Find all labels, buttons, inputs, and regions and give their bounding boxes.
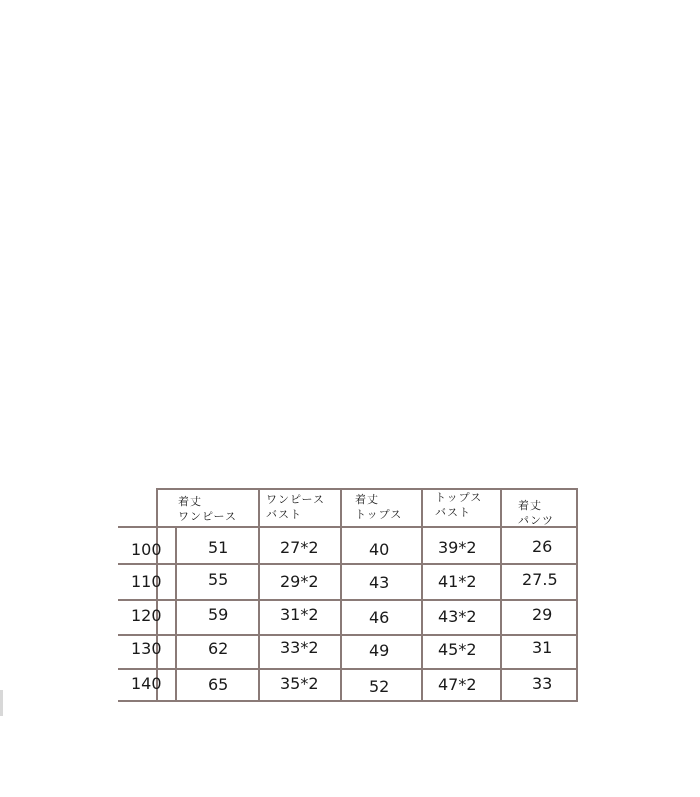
- table-cell: 65: [208, 675, 229, 694]
- table-cell: 52: [369, 677, 390, 696]
- table-cell: 35*2: [280, 674, 319, 693]
- grid-line: [175, 528, 177, 702]
- table-cell: 45*2: [438, 640, 477, 659]
- table-cell: 29*2: [280, 572, 319, 591]
- table-cell: 46: [369, 608, 390, 627]
- size-cell: 110: [131, 572, 162, 591]
- table-cell: 51: [208, 538, 229, 557]
- table-cell: 49: [369, 641, 390, 660]
- table-cell: 31*2: [280, 605, 319, 624]
- table-cell: 43: [369, 573, 390, 592]
- grid-line: [118, 700, 578, 702]
- table-cell: 33*2: [280, 638, 319, 657]
- grid-line: [156, 488, 578, 490]
- left-edge-mark: [0, 690, 3, 716]
- grid-line: [118, 668, 578, 670]
- table-cell: 33: [532, 674, 553, 693]
- table-cell: 62: [208, 639, 229, 658]
- grid-line: [118, 563, 578, 565]
- size-cell: 130: [131, 639, 162, 658]
- size-cell: 100: [131, 540, 162, 559]
- table-cell: 43*2: [438, 607, 477, 626]
- table-cell: 31: [532, 638, 553, 657]
- size-cell: 120: [131, 606, 162, 625]
- table-cell: 27*2: [280, 538, 319, 557]
- grid-line: [118, 634, 578, 636]
- header-cell: ワンピース バスト: [266, 493, 326, 521]
- grid-line: [118, 599, 578, 601]
- table-cell: 59: [208, 605, 229, 624]
- header-cell: トップス バスト: [435, 491, 483, 519]
- table-cell: 27.5: [522, 570, 558, 589]
- header-cell: 着丈 トップス: [355, 493, 403, 521]
- table-cell: 26: [532, 537, 553, 556]
- table-cell: 29: [532, 605, 553, 624]
- table-cell: 40: [369, 540, 390, 559]
- table-cell: 41*2: [438, 572, 477, 591]
- table-cell: 47*2: [438, 675, 477, 694]
- table-cell: 55: [208, 570, 229, 589]
- grid-line: [118, 526, 578, 528]
- header-cell: 着丈 パンツ: [518, 499, 554, 527]
- header-cell: 着丈 ワンピース: [178, 495, 238, 523]
- size-table: [118, 488, 580, 702]
- size-cell: 140: [131, 674, 162, 693]
- table-cell: 39*2: [438, 538, 477, 557]
